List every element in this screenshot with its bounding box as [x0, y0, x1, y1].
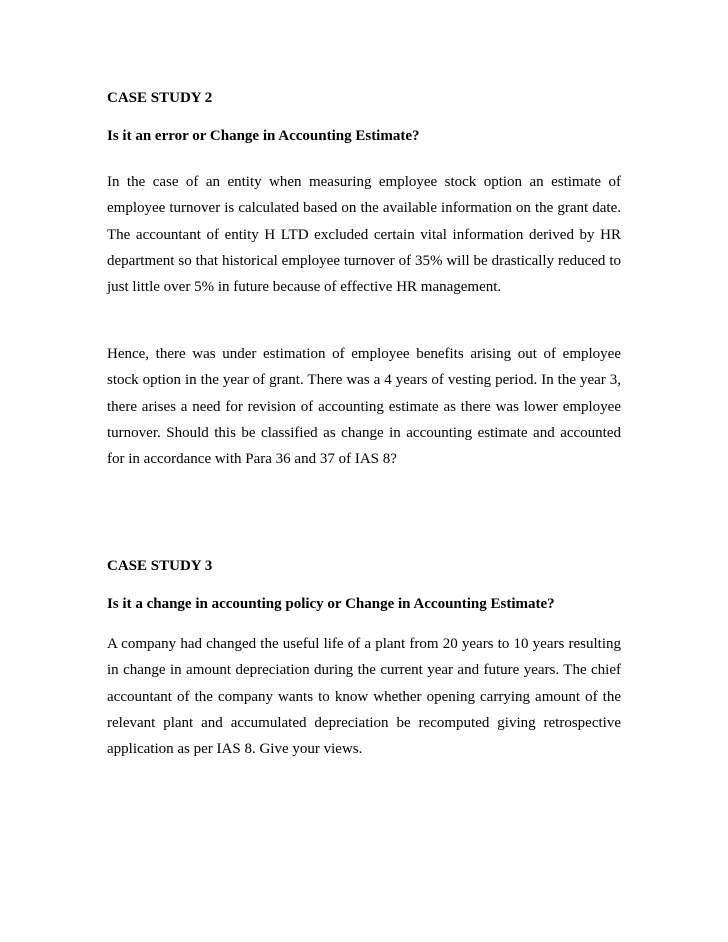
- case-study-3-title: CASE STUDY 3: [107, 558, 213, 574]
- case-study-2-title: CASE STUDY 2: [107, 90, 213, 106]
- case-study-3-question: Is it a change in accounting policy or Change in Accounting Estimate?: [107, 596, 555, 612]
- case-study-3-paragraph-1: A company had changed the useful life of a plant from 20 years to 10 years resulting in change in amount depreciation during the current year and future years. The chief accountant of the company wants to know whether opening carrying amount of the relevant plant and accumulated depreciation be recomputed giving retrospective application as per IAS 8. Give your views.: [107, 636, 621, 758]
- case-study-2-paragraph-2: Hence, there was under estimation of employee benefits arising out of employee stock option in the year of grant. There was a 4 years of vesting period. In the year 3, there arises a need for revision of accounting estimate as there was lower employee turnover. Should this be classified as change in accounting estimate and accounted for in accordance with Para 36 and 37 of IAS 8?: [107, 346, 621, 468]
- case-study-2-question: Is it an error or Change in Accounting Estimate?: [107, 128, 420, 144]
- case-study-2-paragraph-1: In the case of an entity when measuring employee stock option an estimate of employee turnover is calculated based on the available information on the grant date. The accountant of entity H LTD excluded certain vital information derived by HR department so that historical employee turnover of 35% will be drastically reduced to just little over 5% in future because of effective HR management.: [107, 174, 621, 296]
